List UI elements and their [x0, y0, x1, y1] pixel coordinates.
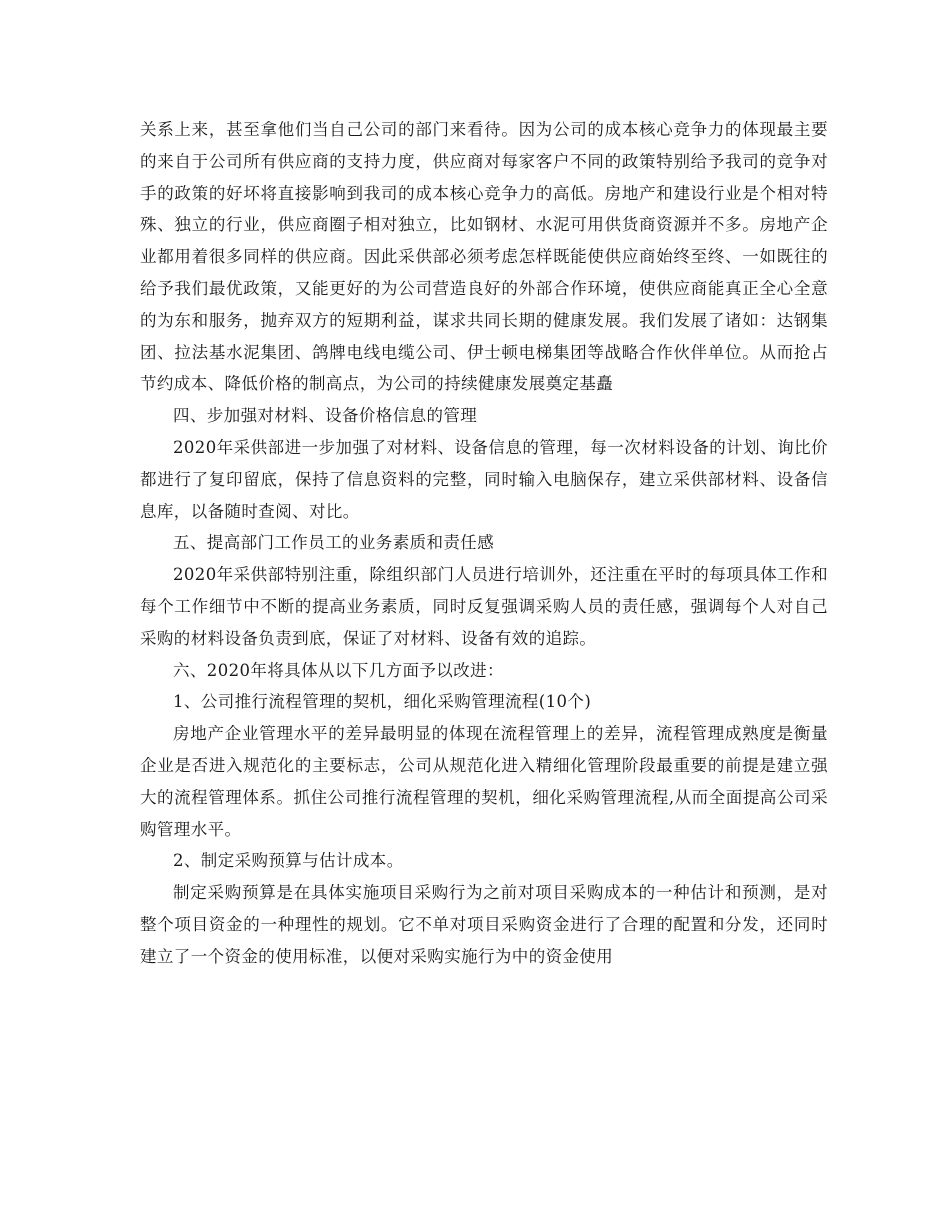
section-heading-4: 四、步加强对材料、设备价格信息的管理 — [173, 406, 478, 426]
paragraph-3: 2020年采供部特别注重，除组织部门人员进行培训外，还注重在平时的每项具体工作和每个工作细节中不断的提高业务素质，同时反复强调采购人员的责任感，强调每个人对自己采购的材料设备负责到底，保证了对材料、设备有效的追踪。 — [140, 565, 828, 648]
paragraph-4: 房地产企业管理水平的差异最明显的体现在流程管理上的差异，流程管理成熟度是衡量企业是否进入规范化的主要标志，公司从规范化进入精细化管理阶段最重要的前提是建立强大的流程管理体系。抓住公司推行流程管理的契机，细化采购管理流程,从而全面提高公司采购管理水平。 — [140, 724, 828, 839]
document-body — [140, 114, 828, 973]
paragraph-1: 关系上来，甚至拿他们当自己公司的部门来看待。因为公司的成本核心竞争力的体现最主要的来自于公司所有供应商的支持力度，供应商对每家客户不同的政策特别给予我司的竞争对手的政策的好坏将直接影响到我司的成本核心竞争力的高低。房地产和建设行业是个相对特殊、独立的行业，供应商圈子相对独立，比如钢材、水泥可用供货商资源并不多。房地产企业都用着很多同样的供应商。因此采供部必须考虑怎样既能使供应商始终至终、一如既往的给予我们最优政策，又能更好的为公司营造良好的外部合作环境，使供应商能真正全心全意的为东和服务，抛弃双方的短期利益，谋求共同长期的健康发展。我们发展了诸如：达钢集团、拉法基水泥集团、鸽牌电线电缆公司、伊士顿电梯集团等战略合作伙伴单位。从而抢占节约成本、降低价格的制高点，为公司的持续健康发展奠定基矗 — [140, 120, 828, 394]
subheading-1: 1、公司推行流程管理的契机，细化采购管理流程(10个) — [173, 692, 592, 712]
paragraph-5: 制定采购预算是在具体实施项目采购行为之前对项目采购成本的一种估计和预测，是对整个项目资金的一种理性的规划。它不单对项目采购资金进行了合理的配置和分发，还同时建立了一个资金的使用标准，以便对采购实施行为中的资金使用 — [140, 883, 828, 966]
section-heading-6: 六、2020年将具体从以下几方面予以改进： — [173, 660, 504, 680]
section-heading-5: 五、提高部门工作员工的业务素质和责任感 — [173, 533, 495, 553]
subheading-2: 2、制定采购预算与估计成本。 — [173, 851, 404, 871]
paragraph-2: 2020年采供部进一步加强了对材料、设备信息的管理，每一次材料设备的计划、询比价都进行了复印留底，保持了信息资料的完整，同时输入电脑保存，建立采供部材料、设备信息库，以备随时查阅、对比。 — [140, 437, 828, 521]
